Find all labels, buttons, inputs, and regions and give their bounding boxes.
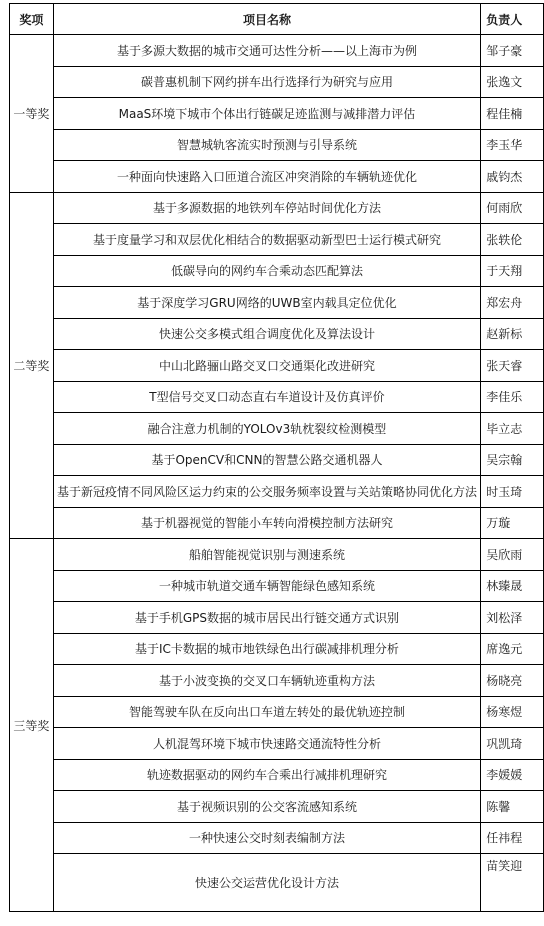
- owner-name-cell: 万璇: [481, 507, 544, 539]
- owner-name-cell: 张轶伦: [481, 224, 544, 256]
- project-name-cell: 智慧城轨客流实时预测与引导系统: [53, 129, 481, 161]
- project-name-cell: 一种快速公交时刻表编制方法: [53, 822, 481, 854]
- table-row: [10, 822, 544, 854]
- project-name-cell: 快速公交运营优化设计方法: [53, 854, 481, 912]
- table-row: [10, 318, 544, 350]
- owner-name-cell: 任祎程: [481, 822, 544, 854]
- owner-name-cell: 戚钧杰: [481, 161, 544, 193]
- table-row: [10, 35, 544, 67]
- project-column-header: 项目名称: [53, 4, 481, 35]
- project-name-cell: 基于视频识别的公交客流感知系统: [53, 791, 481, 823]
- project-name-cell: T型信号交叉口动态直右车道设计及仿真评价: [53, 381, 481, 413]
- project-name-cell: 轨迹数据驱动的网约车合乘出行减排机理研究: [53, 759, 481, 791]
- owner-name-cell: 李佳乐: [481, 381, 544, 413]
- table-row: [10, 66, 544, 98]
- table-row: [10, 602, 544, 634]
- table-row: [10, 444, 544, 476]
- table-row: [10, 476, 544, 508]
- owner-name-cell: 林臻晟: [481, 570, 544, 602]
- table-row: [10, 759, 544, 791]
- owner-name-cell: 席逸元: [481, 633, 544, 665]
- project-name-cell: 船舶智能视觉识别与测速系统: [53, 539, 481, 571]
- project-name-cell: 基于新冠疫情不同风险区运力约束的公交服务频率设置与关站策略协同优化方法: [53, 476, 481, 508]
- table-row: [10, 381, 544, 413]
- table-row: [10, 287, 544, 319]
- owner-column-header: 负责人: [481, 4, 544, 35]
- project-name-cell: 基于小波变换的交叉口车辆轨迹重构方法: [53, 665, 481, 697]
- table-row: [10, 728, 544, 760]
- owner-name-cell: 郑宏舟: [481, 287, 544, 319]
- table-row: [10, 696, 544, 728]
- project-name-cell: 中山北路骊山路交叉口交通渠化改进研究: [53, 350, 481, 382]
- project-name-cell: 基于IC卡数据的城市地铁绿色出行碳减排机理分析: [53, 633, 481, 665]
- owner-name-cell: 巩凯琦: [481, 728, 544, 760]
- owner-name-cell: 李玉华: [481, 129, 544, 161]
- owner-name-cell: 李媛媛: [481, 759, 544, 791]
- owner-name-cell: 苗笑迎: [481, 854, 544, 912]
- awards-table: [9, 3, 544, 912]
- project-name-cell: 基于深度学习GRU网络的UWB室内载具定位优化: [53, 287, 481, 319]
- owner-name-cell: 吴欣雨: [481, 539, 544, 571]
- owner-name-cell: 杨晓亮: [481, 665, 544, 697]
- project-name-cell: 一种城市轨道交通车辆智能绿色感知系统: [53, 570, 481, 602]
- table-row: [10, 192, 544, 224]
- table-row: [10, 791, 544, 823]
- owner-name-cell: 何雨欣: [481, 192, 544, 224]
- owner-name-cell: 杨寒煜: [481, 696, 544, 728]
- table-row: [10, 665, 544, 697]
- project-name-cell: 人机混驾环境下城市快速路交通流特性分析: [53, 728, 481, 760]
- project-name-cell: 碳普惠机制下网约拼车出行选择行为研究与应用: [53, 66, 481, 98]
- project-name-cell: 基于多源数据的地铁列车停站时间优化方法: [53, 192, 481, 224]
- owner-name-cell: 张天睿: [481, 350, 544, 382]
- table-row: [10, 129, 544, 161]
- project-name-cell: 基于手机GPS数据的城市居民出行链交通方式识别: [53, 602, 481, 634]
- table-row: [10, 854, 544, 912]
- table-row: [10, 98, 544, 130]
- owner-name-cell: 邹子豪: [481, 35, 544, 67]
- table-row: [10, 539, 544, 571]
- project-name-cell: 融合注意力机制的YOLOv3轨枕裂纹检测模型: [53, 413, 481, 445]
- table-row: [10, 161, 544, 193]
- project-name-cell: 基于OpenCV和CNN的智慧公路交通机器人: [53, 444, 481, 476]
- owner-name-cell: 时玉琦: [481, 476, 544, 508]
- table-row: [10, 350, 544, 382]
- award-level-cell: 三等奖: [10, 539, 54, 912]
- owner-name-cell: 刘松泽: [481, 602, 544, 634]
- project-name-cell: 智能驾驶车队在反向出口车道左转处的最优轨迹控制: [53, 696, 481, 728]
- table-header: [10, 4, 544, 35]
- header-row: [10, 4, 544, 35]
- owner-name-cell: 于天翔: [481, 255, 544, 287]
- table-row: [10, 413, 544, 445]
- owner-name-cell: 张逸文: [481, 66, 544, 98]
- project-name-cell: 低碳导向的网约车合乘动态匹配算法: [53, 255, 481, 287]
- table-row: [10, 633, 544, 665]
- owner-name-cell: 赵新标: [481, 318, 544, 350]
- owner-name-cell: 陈馨: [481, 791, 544, 823]
- project-name-cell: 一种面向快速路入口匝道合流区冲突消除的车辆轨迹优化: [53, 161, 481, 193]
- project-name-cell: 基于度量学习和双层优化相结合的数据驱动新型巴士运行模式研究: [53, 224, 481, 256]
- award-level-cell: 二等奖: [10, 192, 54, 539]
- owner-name-cell: 程佳楠: [481, 98, 544, 130]
- table-row: [10, 255, 544, 287]
- table-row: [10, 224, 544, 256]
- project-name-cell: 基于多源大数据的城市交通可达性分析——以上海市为例: [53, 35, 481, 67]
- owner-name-cell: 毕立志: [481, 413, 544, 445]
- project-name-cell: 快速公交多模式组合调度优化及算法设计: [53, 318, 481, 350]
- project-name-cell: 基于机器视觉的智能小车转向滑模控制方法研究: [53, 507, 481, 539]
- owner-name-cell: 吴宗翰: [481, 444, 544, 476]
- table-row: [10, 507, 544, 539]
- award-level-cell: 一等奖: [10, 35, 54, 193]
- project-name-cell: MaaS环境下城市个体出行链碳足迹监测与减排潜力评估: [53, 98, 481, 130]
- table-row: [10, 570, 544, 602]
- award-column-header: 奖项: [10, 4, 54, 35]
- table-body: [10, 35, 544, 912]
